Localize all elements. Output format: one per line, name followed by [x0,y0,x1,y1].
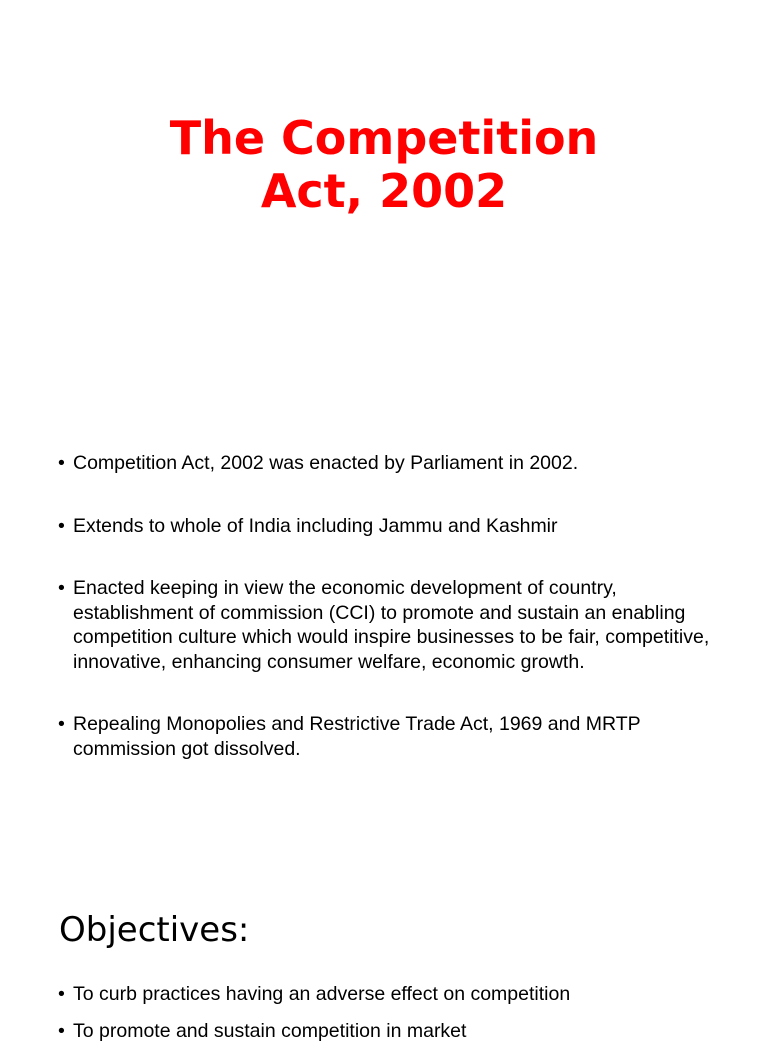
bullet-item: • Competition Act, 2002 was enacted by Parliament in 2002. [58,451,718,476]
objectives-heading: Objectives: [59,910,250,950]
slide-title [0,112,768,218]
slide-title-line-1: The Competition [169,111,599,165]
bullet-item: • Repealing Monopolies and Restrictive Trade Act, 1969 and MRTP commission got dissolved. [58,712,718,761]
slide-title-line-2: Act, 2002 [260,164,508,218]
bullet-item: • Extends to whole of India including Jammu and Kashmir [58,514,718,539]
bullet-item: • To promote and sustain competition in market [58,1019,718,1044]
bullet-item: • Enacted keeping in view the economic development of country, establishment of commission (CCI) to promote and sustain an enabling competition culture which would inspire businesses to be fair, competitive, innovative, enhancing consumer welfare, economic growth. [58,576,718,674]
intro-bullet-list [58,451,718,799]
bullet-item: • To curb practices having an adverse effect on competition [58,982,718,1007]
objectives-bullet-list [58,982,718,1055]
slide-objectives [0,880,768,1042]
